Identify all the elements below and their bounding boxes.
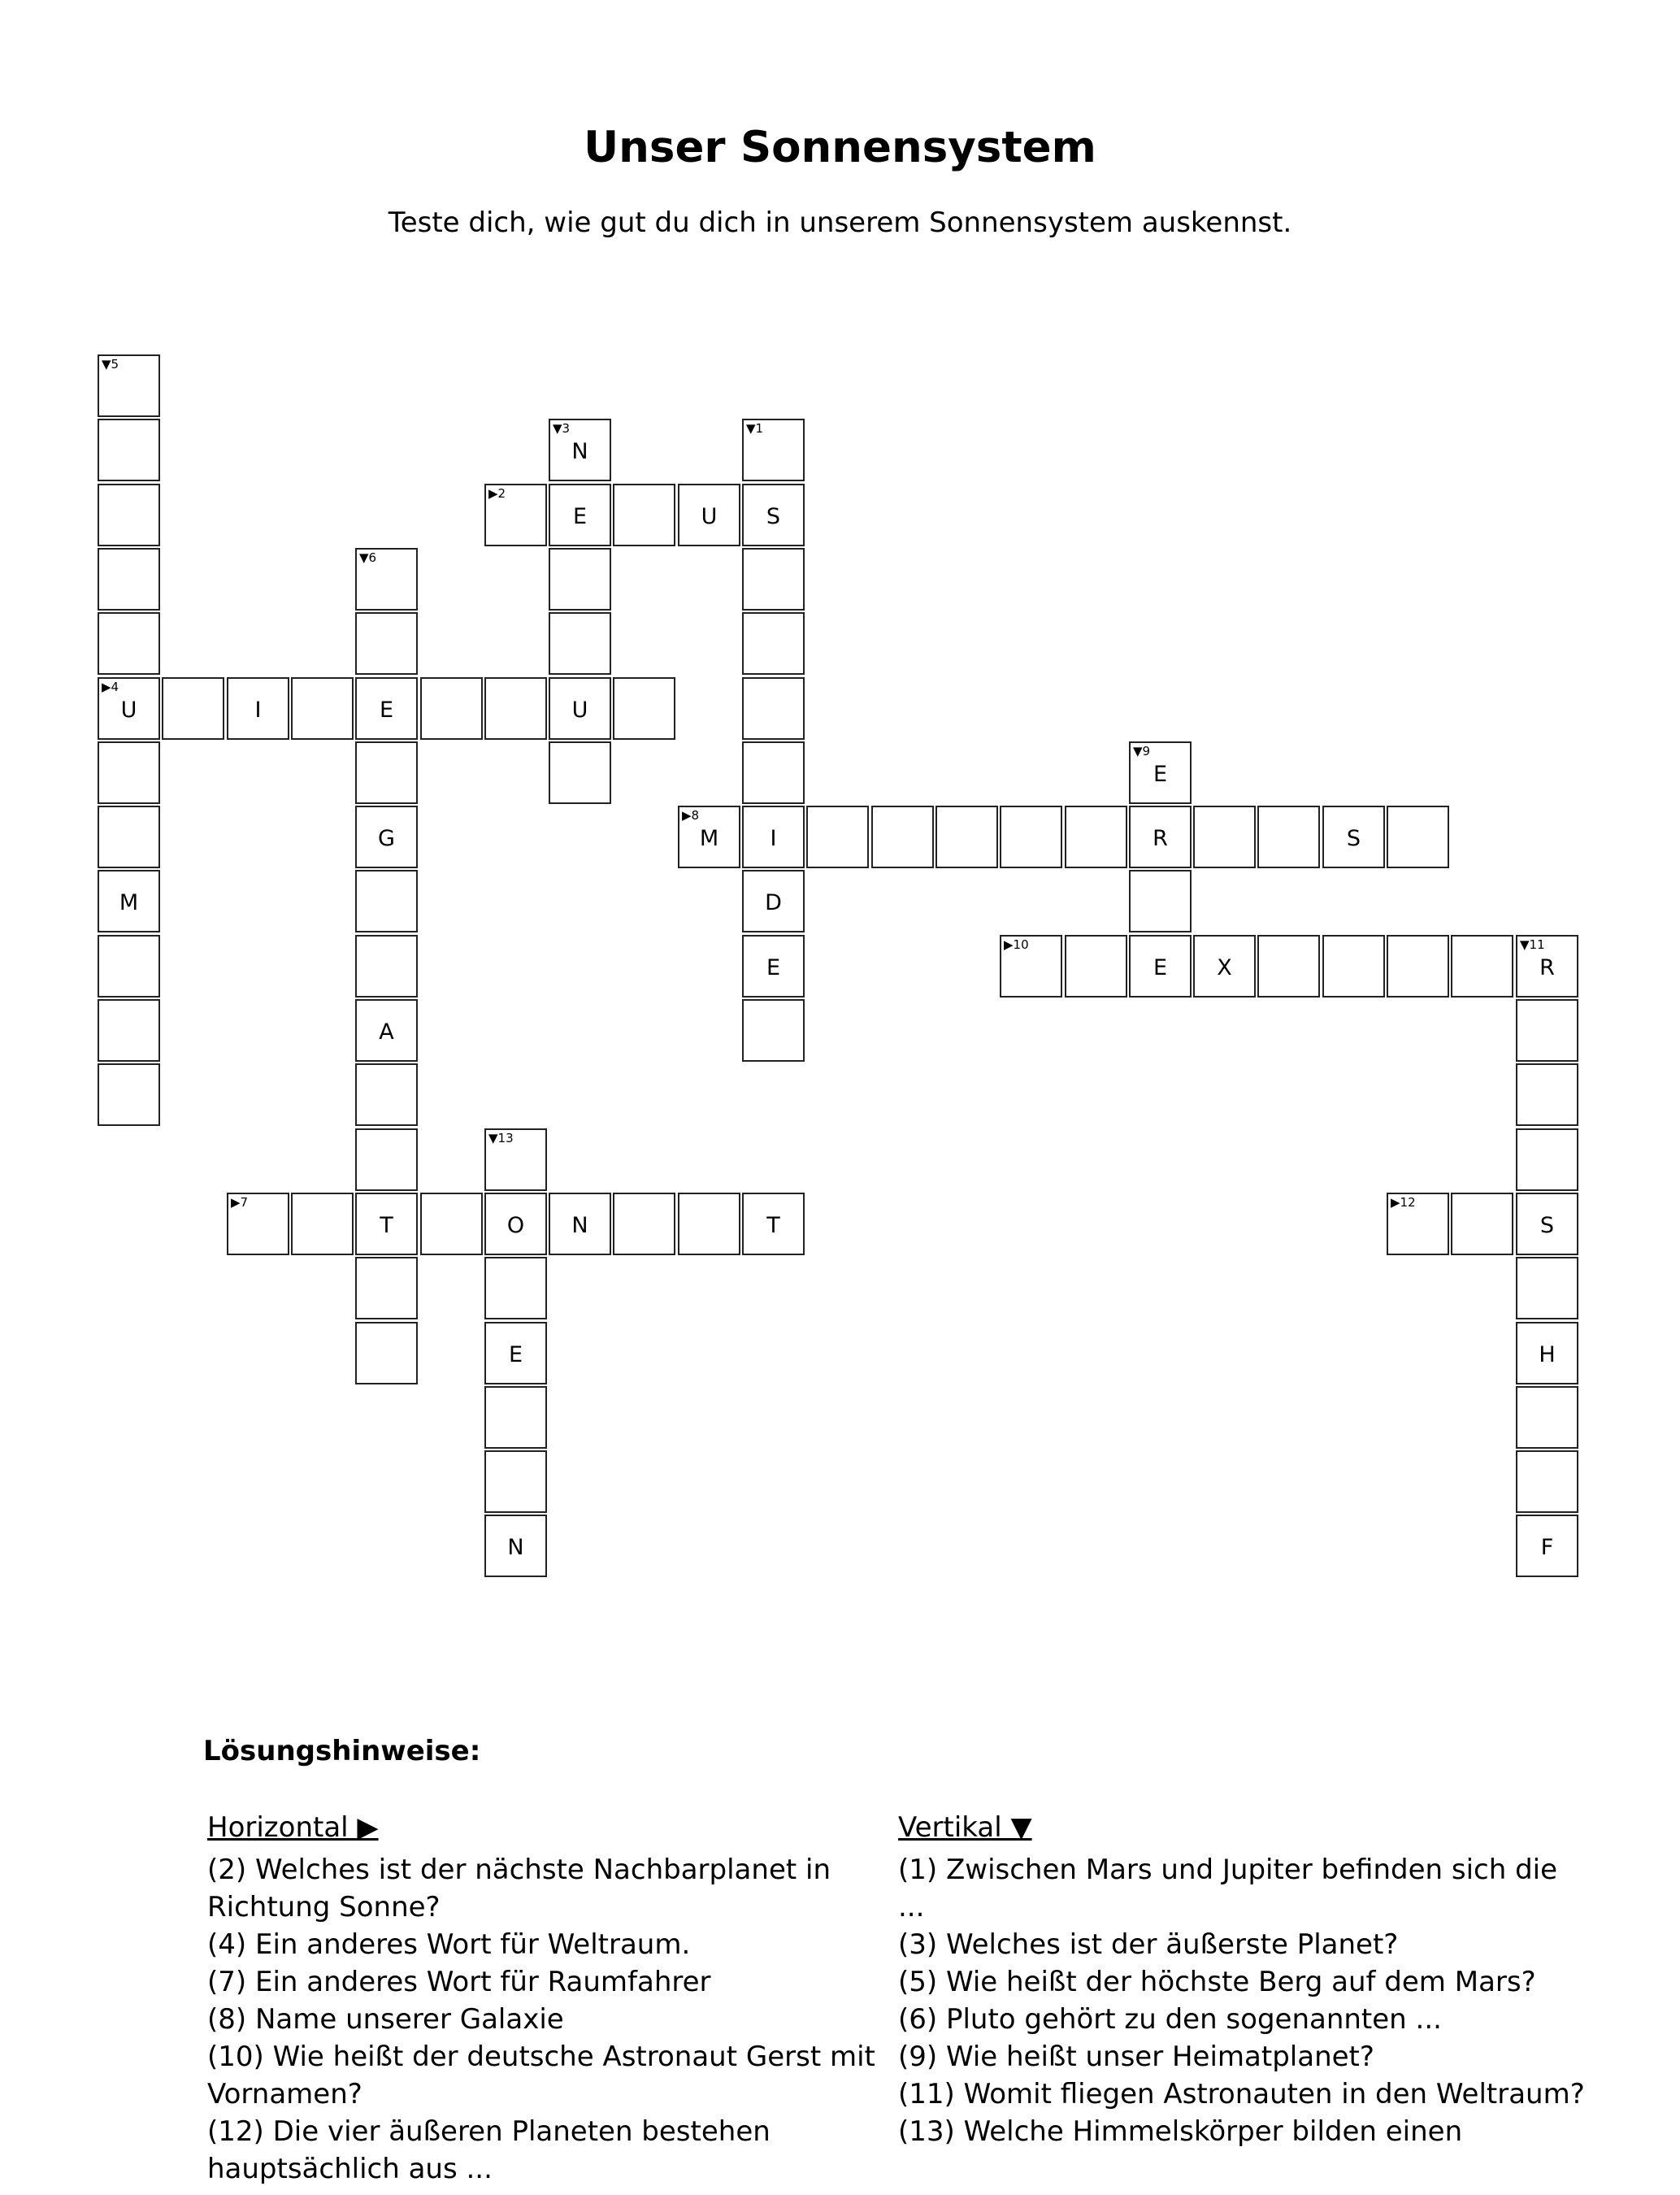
crossword-cell[interactable] [227, 677, 289, 740]
crossword-cell[interactable] [98, 612, 160, 675]
cell-letter: O [506, 1213, 525, 1238]
cell-letter: U [120, 698, 137, 723]
crossword-cell[interactable] [549, 1193, 611, 1255]
crossword-cell[interactable] [355, 1193, 418, 1255]
cell-letter: N [571, 1213, 588, 1238]
cell-letter: N [571, 439, 588, 464]
cell-letter: X [1217, 955, 1232, 980]
cell-letter: U [701, 504, 718, 529]
crossword-cell[interactable] [98, 419, 160, 481]
cell-letter: N [507, 1535, 524, 1560]
horizontal-heading: Horizontal ▶ [207, 1811, 379, 1844]
crossword-cell[interactable] [742, 999, 805, 1062]
crossword-cell[interactable] [484, 1450, 547, 1513]
clue-number: ▶7 [231, 1195, 249, 1210]
crossword-cell[interactable] [355, 548, 418, 611]
crossword-cell[interactable] [355, 1257, 418, 1319]
crossword-cell[interactable] [1193, 806, 1256, 868]
crossword-cell[interactable] [98, 677, 160, 740]
crossword-cell[interactable] [1451, 935, 1513, 998]
crossword-cell[interactable] [742, 484, 805, 546]
cell-letter: S [1346, 826, 1361, 851]
crossword-cell[interactable] [484, 1193, 547, 1255]
crossword-cell[interactable] [1516, 935, 1578, 998]
crossword-cell[interactable] [162, 677, 224, 740]
crossword-cell[interactable] [678, 1193, 740, 1255]
cell-letter: U [571, 698, 588, 723]
clue-number: ▶8 [682, 808, 700, 823]
crossword-cell[interactable] [1387, 935, 1449, 998]
crossword-cell[interactable] [1000, 935, 1062, 998]
cell-letter: M [119, 890, 139, 915]
clue-number: ▼6 [359, 550, 377, 565]
cell-letter: E [766, 955, 781, 980]
crossword-cell[interactable] [98, 354, 160, 417]
clue-number: ▼3 [553, 421, 571, 436]
crossword-cell[interactable] [98, 1063, 160, 1126]
crossword-cell[interactable] [613, 484, 675, 546]
crossword-cell[interactable] [1516, 1193, 1578, 1255]
cell-letter: T [380, 1213, 393, 1238]
crossword-cell[interactable] [98, 741, 160, 804]
crossword-cell[interactable] [1129, 935, 1192, 998]
crossword-cell[interactable] [742, 548, 805, 611]
crossword-cell[interactable] [355, 1128, 418, 1191]
crossword-cell[interactable] [1257, 935, 1320, 998]
crossword-cell[interactable] [98, 935, 160, 998]
crossword-cell[interactable] [420, 677, 483, 740]
cell-letter: R [1539, 955, 1555, 980]
clue-v-3: (3) Welches ist der äußerste Planet? [898, 1928, 1399, 1961]
page-subtitle: Teste dich, wie gut du dich in unserem Sonnensystem auskennst. [388, 206, 1292, 239]
crossword-cell[interactable] [1257, 806, 1320, 868]
clue-v-6: (6) Pluto gehört zu den sogenannten ... [898, 2003, 1442, 2036]
crossword-cell[interactable] [484, 677, 547, 740]
cell-letter: R [1153, 826, 1168, 851]
crossword-cell[interactable] [484, 1128, 547, 1191]
crossword-cell[interactable] [227, 1193, 289, 1255]
crossword-cell[interactable] [742, 741, 805, 804]
horizontal-clues [207, 1809, 894, 2188]
crossword-cell[interactable] [1387, 1193, 1449, 1255]
vertical-heading: Vertikal ▼ [898, 1811, 1032, 1844]
cell-letter: E [1153, 762, 1168, 787]
crossword-cell[interactable] [484, 1515, 547, 1577]
crossword-cell[interactable] [355, 1063, 418, 1126]
crossword-cell[interactable] [355, 935, 418, 998]
crossword-cell[interactable] [291, 1193, 354, 1255]
crossword-cell[interactable] [355, 741, 418, 804]
crossword-cell[interactable] [549, 419, 611, 481]
crossword-cell[interactable] [806, 806, 869, 868]
clue-v-11: (11) Womit fliegen Astronauten in den Weltraum? [898, 2078, 1585, 2110]
crossword-cell[interactable] [484, 1322, 547, 1384]
crossword-cell[interactable] [936, 806, 998, 868]
cell-letter: E [572, 504, 588, 529]
cell-letter: S [766, 504, 781, 529]
crossword-cell[interactable] [355, 870, 418, 932]
crossword-cell[interactable] [1516, 1063, 1578, 1126]
clue-number: ▼1 [746, 421, 764, 436]
crossword-cell[interactable] [1516, 1322, 1578, 1384]
crossword-cell[interactable] [1516, 1515, 1578, 1577]
crossword-cell[interactable] [1129, 870, 1192, 932]
crossword-cell[interactable] [742, 677, 805, 740]
crossword-cell[interactable] [678, 806, 740, 868]
crossword-cell[interactable] [98, 870, 160, 932]
crossword-cell[interactable] [742, 806, 805, 868]
cell-letter: H [1539, 1342, 1556, 1367]
crossword-cell[interactable] [1065, 806, 1127, 868]
clue-h-12: (12) Die vier äußeren Planeten bestehen hauptsächlich aus ... [207, 2115, 771, 2185]
crossword-cell[interactable] [549, 548, 611, 611]
clue-number: ▶4 [102, 680, 119, 694]
crossword-cell[interactable] [291, 677, 354, 740]
crossword-cell[interactable] [420, 1193, 483, 1255]
cell-letter: E [379, 698, 394, 723]
cell-letter: T [766, 1213, 780, 1238]
cell-letter: E [1153, 955, 1168, 980]
crossword-cell[interactable] [549, 677, 611, 740]
clue-v-1: (1) Zwischen Mars und Jupiter befinden sich die ... [898, 1854, 1558, 1923]
crossword-cell[interactable] [678, 484, 740, 546]
clue-h-4: (4) Ein anderes Wort für Weltraum. [207, 1928, 691, 1961]
clue-h-2: (2) Welches ist der nächste Nachbarplanet in Richtung Sonne? [207, 1854, 831, 1923]
clue-number: ▼9 [1133, 744, 1151, 758]
crossword-cell[interactable] [1516, 1386, 1578, 1449]
crossword-cell[interactable] [98, 548, 160, 611]
cell-letter: S [1539, 1213, 1555, 1238]
crossword-cell[interactable] [1451, 1193, 1513, 1255]
crossword-cell[interactable] [613, 677, 675, 740]
cell-letter: I [254, 698, 262, 723]
crossword-cell[interactable] [484, 1257, 547, 1319]
crossword-cell[interactable] [1516, 999, 1578, 1062]
crossword-cell[interactable] [1387, 806, 1449, 868]
clue-number: ▼5 [102, 357, 119, 372]
cell-letter: G [378, 826, 395, 851]
page-title: Unser Sonnensystem [584, 123, 1096, 172]
crossword-cell[interactable] [742, 935, 805, 998]
clue-h-10: (10) Wie heißt der deutsche Astronaut Gerst mit Vornamen? [207, 2041, 875, 2110]
cell-letter: A [379, 1019, 394, 1045]
clue-number: ▶12 [1391, 1195, 1416, 1210]
crossword-cell[interactable] [355, 612, 418, 675]
crossword-cell[interactable] [1193, 935, 1256, 998]
cell-letter: M [699, 826, 719, 851]
cell-letter: E [508, 1342, 523, 1367]
vertical-clues [898, 1809, 1585, 2150]
crossword-cell[interactable] [742, 419, 805, 481]
crossword-cell[interactable] [1000, 806, 1062, 868]
crossword-cell[interactable] [742, 612, 805, 675]
crossword-cell[interactable] [355, 999, 418, 1062]
crossword-cell[interactable] [98, 999, 160, 1062]
crossword-cell[interactable] [355, 806, 418, 868]
clue-number: ▶10 [1004, 937, 1029, 952]
clue-number: ▼13 [488, 1131, 514, 1145]
crossword-cell[interactable] [1516, 1450, 1578, 1513]
clue-h-8: (8) Name unserer Galaxie [207, 2003, 564, 2036]
hints-title: Lösungshinweise: [203, 1735, 481, 1767]
crossword-cell[interactable] [613, 1193, 675, 1255]
crossword-cell[interactable] [1516, 1257, 1578, 1319]
crossword-cell[interactable] [1322, 806, 1385, 868]
cell-letter: F [1540, 1535, 1554, 1560]
crossword-cell[interactable] [1129, 741, 1192, 804]
crossword-cell[interactable] [484, 484, 547, 546]
clue-v-9: (9) Wie heißt unser Heimatplanet? [898, 2041, 1374, 2073]
clue-number: ▼11 [1520, 937, 1545, 952]
cell-letter: I [770, 826, 777, 851]
crossword-cell[interactable] [98, 484, 160, 546]
crossword-cell[interactable] [549, 484, 611, 546]
clue-h-7: (7) Ein anderes Wort für Raumfahrer [207, 1966, 711, 1998]
crossword-cell[interactable] [742, 1193, 805, 1255]
cell-letter: D [765, 890, 782, 915]
crossword-cell[interactable] [549, 612, 611, 675]
crossword-cell[interactable] [355, 677, 418, 740]
crossword-cell[interactable] [98, 806, 160, 868]
crossword-cell[interactable] [484, 1386, 547, 1449]
clue-v-5: (5) Wie heißt der höchste Berg auf dem Mars? [898, 1966, 1536, 1998]
clue-number: ▶2 [488, 486, 506, 501]
crossword-cell[interactable] [1129, 806, 1192, 868]
crossword-cell[interactable] [871, 806, 934, 868]
clue-v-13: (13) Welche Himmelskörper bilden einen [898, 2115, 1463, 2148]
crossword-cell[interactable] [355, 1322, 418, 1384]
crossword-cell[interactable] [742, 870, 805, 932]
crossword-cell[interactable] [1322, 935, 1385, 998]
crossword-cell[interactable] [1516, 1128, 1578, 1191]
crossword-cell[interactable] [549, 741, 611, 804]
crossword-cell[interactable] [1065, 935, 1127, 998]
